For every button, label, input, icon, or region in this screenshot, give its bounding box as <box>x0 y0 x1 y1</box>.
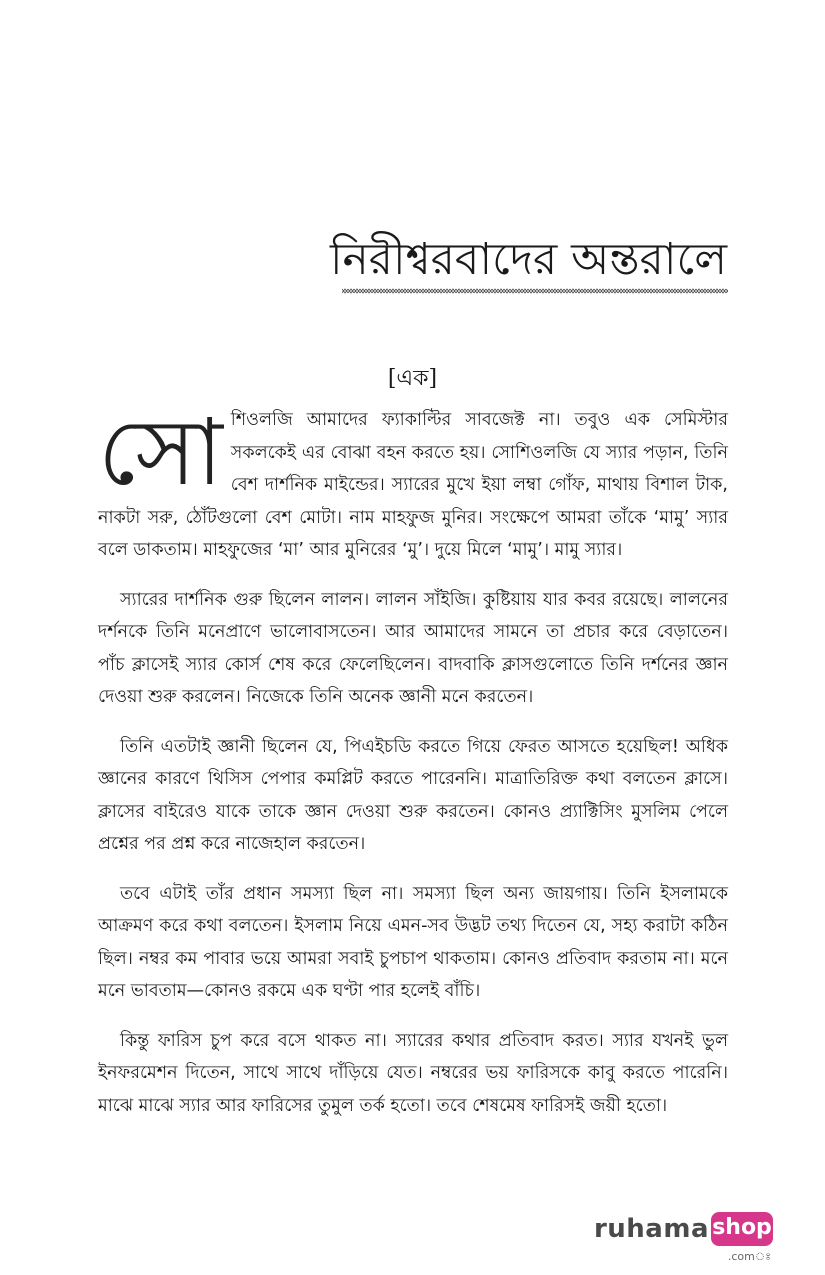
drop-cap: সো <box>98 399 223 506</box>
title-ornament <box>342 286 728 296</box>
paragraph-4: তবে এটাই তাঁর প্রধান সমস্যা ছিল না। সমস্যা ছিল অন্য জায়গায়। তিনি ইসলামকে আক্রমণ করে কথা বলতেন। ইসলাম নিয়ে এমন-সব উদ্ভট তথ্য দিতেন যে, সহ্য করাটা কঠিন ছিল। নম্বর কম পাবার ভয়ে আমরা সবাই চুপচাপ থাকতাম। কোনও প্রতিবাদ করতাম না। মনে মনে ভাবতাম—কোনও রকমে এক ঘণ্টা পার হলেই বাঁচি। <box>98 883 728 1001</box>
paragraph-3: তিনি এতটাই জ্ঞানী ছিলেন যে, পিএইচডি করতে গিয়ে ফেরত আসতে হয়েছিল! অধিক জ্ঞানের কারণে থিসিস পেপার কমপ্লিট করতে পারেননি। মাত্রাতিরিক্ত কথা বলতেন ক্লাসে। ক্লাসের বাইরেও যাকে তাকে জ্ঞান দেওয়া শুরু করতেন। কোনও প্র্যাক্টিসিং মুসলিম পেলে প্রশ্নের পর প্রশ্ন করে নাজেহাল করতেন। <box>98 736 728 854</box>
logo-domain: .comঃ <box>727 1250 771 1263</box>
chapter-body <box>98 399 728 1139</box>
paragraph-1 <box>98 399 728 567</box>
paragraph-1-text: শিওলজি আমাদের ফ্যাকাল্টির সাবজেক্ট না। তবুও এক সেমিস্টার সকলকেই এর বোঝা বহন করতে হয়। সোশিওলজি যে স্যার পড়ান, তিনি বেশ দার্শনিক মাইন্ডের। স্যারের মুখে ইয়া লম্বা গোঁফ, মাথায় বিশাল টাক, নাকটা সরু, ঠোঁটগুলো বেশ মোটা। নাম মাহফুজ মুনির। সংক্ষেপে আমরা তাঁকে ‘মামু’ স্যার বলে ডাকতাম। মাহফুজের ‘মা’ আর মুনিরের ‘মু’। দুয়ে মিলে ‘মামু’। মামু স্যার। <box>98 410 728 560</box>
section-marker: [এক] <box>387 366 438 391</box>
logo-brand-text: ruhama <box>593 1214 709 1244</box>
chapter-title: নিরীশ্বরবাদের অন্তরালে <box>329 234 727 285</box>
logo-shop-badge: shop <box>711 1212 773 1246</box>
paragraph-5: কিন্তু ফারিস চুপ করে বসে থাকত না। স্যারের কথার প্রতিবাদ করত। স্যার যখনই ভুল ইনফরমেশন দিতেন, সাথে সাথে দাঁড়িয়ে যেত। নম্বরের ভয় ফারিসকে কাবু করতে পারেনি। মাঝে মাঝে স্যার আর ফারিসের তুমুল তর্ক হতো। তবে শেষমেষ ফারিসই জয়ী হতো। <box>98 1030 728 1116</box>
ruhama-shop-logo <box>573 1208 773 1264</box>
paragraph-2: স্যারের দার্শনিক গুরু ছিলেন লালন। লালন সাঁইজি। কুষ্টিয়ায় যার কবর রয়েছে। লালনের দর্শনকে তিনি মনেপ্রাণে ভালোবাসতেন। আর আমাদের সামনে তা প্রচার করে বেড়াতেন। পাঁচ ক্লাসেই স্যার কোর্স শেষ করে ফেলেছিলেন। বাদবাকি ক্লাসগুলোতে তিনি দর্শনের জ্ঞান দেওয়া শুরু করলেন। নিজেকে তিনি অনেক জ্ঞানী মনে করতেন। <box>98 589 728 707</box>
